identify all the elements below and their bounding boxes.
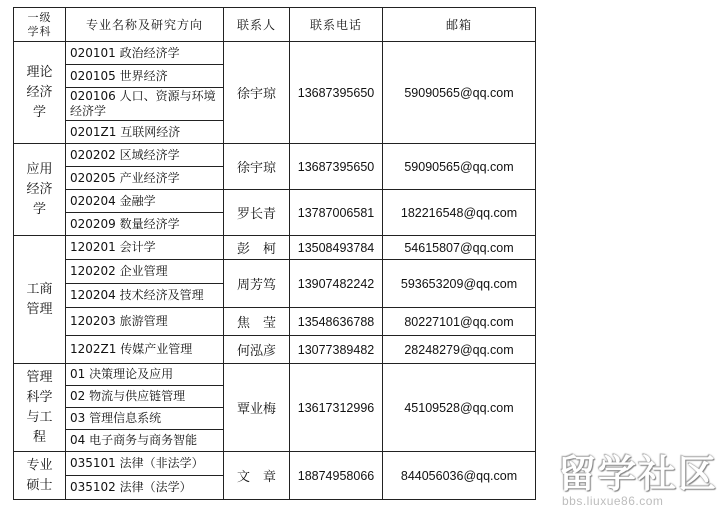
- phone-cell: 13508493784: [290, 236, 383, 260]
- phone-cell: 13787006581: [290, 190, 383, 236]
- contact-name-cell: 罗长青: [224, 190, 290, 236]
- major-cell: 035102 法律（法学）: [66, 476, 224, 500]
- major-cell: 035101 法律（非法学）: [66, 452, 224, 476]
- major-cell: 02 物流与供应链管理: [66, 386, 224, 408]
- phone-cell: 13077389482: [290, 336, 383, 364]
- table-row: [14, 260, 536, 284]
- discipline-cell: 应用经济学: [14, 144, 66, 236]
- header-major: 专业名称及研究方向: [66, 8, 224, 42]
- watermark-logo: [558, 452, 718, 510]
- email-cell: 593653209@qq.com: [383, 260, 536, 308]
- major-cell: 020204 金融学: [66, 190, 224, 213]
- major-cell: 1202Z1 传媒产业管理: [66, 336, 224, 364]
- major-cell: 0201Z1 互联网经济: [66, 121, 224, 144]
- discipline-cell: 理论经济学: [14, 42, 66, 144]
- major-cell: 120203 旅游管理: [66, 308, 224, 336]
- email-cell: 45109528@qq.com: [383, 364, 536, 452]
- discipline-cell: 工商管理: [14, 236, 66, 364]
- contact-name-cell: 覃业梅: [224, 364, 290, 452]
- contact-name-cell: 文 章: [224, 452, 290, 500]
- major-cell: 120201 会计学: [66, 236, 224, 260]
- header-phone: 联系电话: [290, 8, 383, 42]
- email-cell: 844056036@qq.com: [383, 452, 536, 500]
- contact-name-cell: 徐宇琼: [224, 42, 290, 144]
- table-row: [14, 236, 536, 260]
- table-row: [14, 336, 536, 364]
- phone-cell: 13687395650: [290, 144, 383, 190]
- major-cell: 01 决策理论及应用: [66, 364, 224, 386]
- major-cell: 020202 区域经济学: [66, 144, 224, 167]
- table-row: [14, 144, 536, 167]
- table-row: [14, 190, 536, 213]
- table-row: [14, 364, 536, 386]
- major-cell: 04 电子商务与商务智能: [66, 430, 224, 452]
- phone-cell: 18874958066: [290, 452, 383, 500]
- email-cell: 54615807@qq.com: [383, 236, 536, 260]
- table-row: [14, 308, 536, 336]
- phone-cell: 13617312996: [290, 364, 383, 452]
- contact-name-cell: 彭 柯: [224, 236, 290, 260]
- email-cell: 28248279@qq.com: [383, 336, 536, 364]
- header-row: [14, 8, 536, 42]
- contact-name-cell: 焦 莹: [224, 308, 290, 336]
- email-cell: 182216548@qq.com: [383, 190, 536, 236]
- phone-cell: 13548636788: [290, 308, 383, 336]
- table-row: [14, 42, 536, 65]
- contact-name-cell: 周芳笃: [224, 260, 290, 308]
- discipline-cell: 专业硕士: [14, 452, 66, 500]
- header-contact: 联系人: [224, 8, 290, 42]
- major-cell: 020209 数量经济学: [66, 213, 224, 236]
- email-cell: 59090565@qq.com: [383, 42, 536, 144]
- phone-cell: 13687395650: [290, 42, 383, 144]
- table-row: [14, 452, 536, 476]
- major-cell: 020101 政治经济学: [66, 42, 224, 65]
- discipline-cell: 管理科学与工程: [14, 364, 66, 452]
- watermark-title: 留学社区: [558, 452, 719, 496]
- major-cell: 020106 人口、资源与环境经济学: [66, 88, 224, 121]
- major-cell: 120204 技术经济及管理: [66, 284, 224, 308]
- major-cell: 020105 世界经济: [66, 65, 224, 88]
- watermark-url: bbs.liuxue86.com: [562, 494, 664, 508]
- major-cell: 120202 企业管理: [66, 260, 224, 284]
- header-email: 邮箱: [383, 8, 536, 42]
- header-discipline: 一级学科: [14, 8, 66, 42]
- contact-name-cell: 何泓彦: [224, 336, 290, 364]
- email-cell: 80227101@qq.com: [383, 308, 536, 336]
- email-cell: 59090565@qq.com: [383, 144, 536, 190]
- phone-cell: 13907482242: [290, 260, 383, 308]
- contact-table: [13, 7, 536, 500]
- major-cell: 020205 产业经济学: [66, 167, 224, 190]
- contact-name-cell: 徐宇琼: [224, 144, 290, 190]
- major-cell: 03 管理信息系统: [66, 408, 224, 430]
